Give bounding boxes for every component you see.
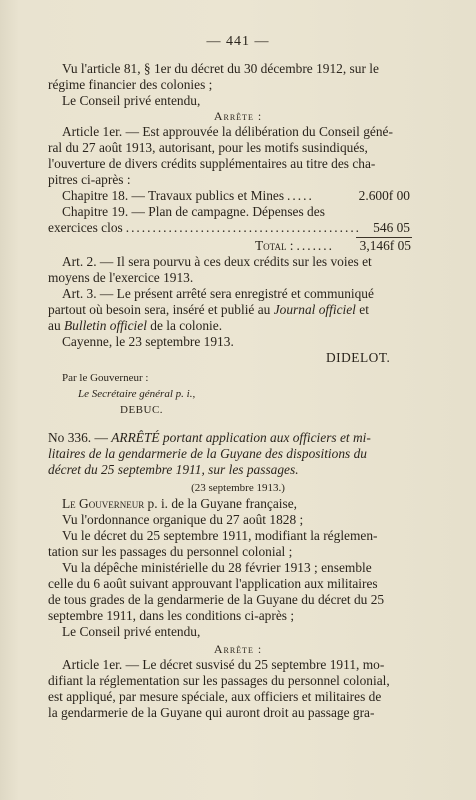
text-line: septembre 1911, dans les conditions ci-après ;	[48, 608, 295, 623]
arrete-heading: Arrête :	[213, 642, 263, 656]
text-line: Le Conseil privé entendu,	[62, 624, 201, 639]
decree-title-text: ARRÊTÉ portant application aux officiers et mi-	[111, 430, 371, 445]
credit-dots: ............................................	[125, 220, 362, 235]
arrete-heading: Arrête :	[213, 109, 263, 123]
text-span: et	[355, 302, 369, 317]
text-line: Article 1er. — Est approuvée la délibération du Conseil géné-	[62, 124, 393, 139]
total-dots: .......	[296, 238, 334, 253]
text-line: Vu l'ordonnance organique du 27 août 1828 ;	[62, 512, 304, 527]
credit-item	[62, 188, 410, 204]
text-span: au	[48, 318, 64, 333]
text-line	[48, 302, 369, 318]
by-governor: Par le Gouverneur :	[62, 372, 149, 384]
section-gap	[48, 422, 414, 423]
journal-officiel: Journal officiel	[273, 302, 356, 317]
total-label: Total :	[255, 238, 294, 253]
decree-title: litaires de la gendarmerie de la Guyane des dispositions du	[48, 446, 367, 461]
text-span: de la colonie.	[146, 318, 223, 333]
credit-label: Chapitre 18. — Travaux publics et Mines	[62, 188, 285, 203]
text-line: Art. 2. — Il sera pourvu à ces deux crédits sur les voies et	[62, 254, 372, 269]
text-line: Vu la dépêche ministérielle du 28 février 1913 ; ensemble	[62, 560, 372, 575]
text-line: est appliqué, par mesure spéciale, aux officiers et militaires de	[48, 689, 382, 704]
text-line: pitres ci-après :	[48, 172, 131, 187]
credit-item	[48, 220, 410, 236]
credit-amount: 546 05	[373, 220, 410, 235]
place-date: Cayenne, le 23 septembre 1913.	[62, 334, 234, 349]
text-line: Vu le décret du 25 septembre 1911, modifiant la réglemen-	[62, 528, 378, 543]
text-span: partout où besoin sera, inséré et publié au	[48, 302, 274, 317]
text-line: régime financier des colonies ;	[48, 77, 213, 92]
text-line: tation sur les passages du personnel colonial ;	[48, 544, 293, 559]
page-number: — 441 —	[206, 34, 270, 49]
text-line: l'ouverture de divers crédits supplémentaires au titre des cha-	[48, 156, 376, 171]
credit-label: exercices clos	[48, 220, 123, 235]
secretary-name: DEBUC.	[120, 404, 164, 416]
text-line: la gendarmerie de la Guyane qui auront droit au passage gra-	[48, 705, 375, 720]
text-line	[62, 496, 297, 512]
text-line: Article 1er. — Le décret susvisé du 25 septembre 1911, mo-	[62, 657, 385, 672]
text-line: de tous grades de la gendarmerie de la Guyane du décret du 25	[48, 592, 385, 607]
text-line	[48, 318, 222, 334]
secretary-title: Le Secrétaire général p. i.,	[78, 388, 196, 400]
decree-date: (23 septembre 1913.)	[191, 482, 285, 494]
text-line: Art. 3. — Le présent arrêté sera enregistré et communiqué	[62, 286, 374, 301]
text-line: Le Conseil privé entendu,	[62, 93, 201, 108]
bulletin-officiel: Bulletin officiel	[64, 318, 147, 333]
credit-amount: 2.600f 00	[358, 188, 410, 203]
credit-item	[62, 204, 325, 220]
governor-label: Le Gouverneur	[62, 496, 145, 511]
text-line: Vu l'article 81, § 1er du décret du 30 décembre 1912, sur le	[62, 61, 379, 76]
total-line	[255, 238, 411, 254]
text-span: p. i. de la Guyane française,	[144, 496, 298, 511]
credit-dots: .....	[287, 188, 314, 203]
text-line: moyens de l'exercice 1913.	[48, 270, 194, 285]
total-amount: 3,146f 05	[359, 238, 411, 253]
text-line: celle du 6 août suivant approuvant l'application aux militaires	[48, 576, 378, 591]
text-line: difiant la réglementation sur les passages du personnel colonial,	[48, 673, 390, 688]
signature: DIDELOT.	[326, 350, 391, 365]
decree-title	[48, 430, 371, 446]
decree-number: No 336. —	[48, 430, 112, 445]
credit-label: Chapitre 19. — Plan de campagne. Dépenses des	[62, 204, 325, 219]
decree-title: décret du 25 septembre 1911, sur les passages.	[48, 462, 299, 477]
text-line: ral du 27 août 1913, autorisant, pour les motifs susindiqués,	[48, 140, 368, 155]
